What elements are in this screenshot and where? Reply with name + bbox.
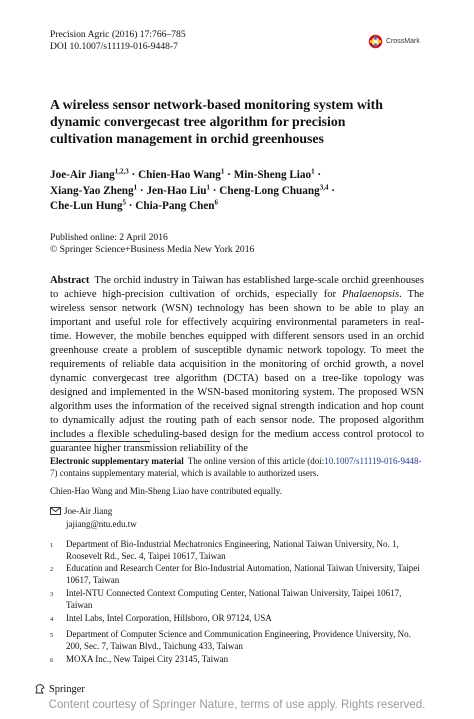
- author-name: Cheng-Long Chuang: [219, 184, 320, 197]
- affiliation-item: [50, 654, 424, 667]
- author-name: Xiang-Yao Zheng: [50, 184, 134, 197]
- author-affiliation-mark: 1: [133, 182, 138, 191]
- author-affiliation-mark: 1: [220, 167, 225, 176]
- affiliation-item: [50, 629, 424, 652]
- affiliation-item: [50, 588, 424, 611]
- crossmark-label: CrossMark: [386, 38, 420, 45]
- affiliation-number: 5: [50, 632, 54, 639]
- publication-info: [50, 232, 254, 256]
- copyright-line: © Springer Science+Business Media New York 2016: [50, 243, 255, 255]
- abstract-text-start: The orchid industry in Taiwan has established large-scale orchid greenhouses to achieve high-precision cultivation of orchids, especially for: [50, 275, 424, 300]
- journal-citation: Precision Agric (2016) 17:766–785: [50, 29, 186, 40]
- affiliation-item: [50, 613, 424, 626]
- affiliation-number: 6: [50, 657, 54, 664]
- springer-horse-icon: [34, 683, 46, 695]
- affiliation-text: MOXA Inc., New Taipei City 23145, Taiwan: [66, 654, 229, 664]
- author-name: Che-Lun Hung: [50, 200, 123, 213]
- author-name: Chia-Pang Chen: [135, 200, 215, 213]
- contribution-note: Chien-Hao Wang and Min-Sheng Liao have contributed equally.: [50, 486, 282, 496]
- abstract-italic-term: Phalaenopsis: [342, 289, 400, 300]
- author-affiliation-mark: 6: [214, 198, 219, 207]
- affiliation-number: 1: [50, 542, 54, 549]
- author-affiliation-mark: 1: [311, 167, 315, 176]
- author-affiliation-mark: 1: [206, 182, 210, 191]
- affiliation-item: [50, 539, 424, 562]
- journal-doi: DOI 10.1007/s11119-016-9448-7: [50, 40, 178, 52]
- esm-doi-link[interactable]: 10.1007/s11119-016-9448-7: [50, 456, 422, 478]
- author-affiliation-mark: 3,4: [319, 182, 329, 191]
- author-affiliation-mark: 1,2,3: [114, 167, 129, 176]
- affiliation-text: Intel Labs, Intel Corporation, Hillsboro, OR 97124, USA: [66, 613, 272, 623]
- author-affiliation-mark: 5: [122, 198, 126, 207]
- abstract-text-rest: . The wireless sensor network (WSN) technology has been shown to be able to play an important and useful role for effectively acquiring environmental parameters in real-time. However, the mobile benches equipped with different sensors used in an orchid greenhouse create a problem of susceptible dynamic network topology. To meet the requirements of reliable data acquisition in the monitoring of orchid growth, a novel dynamic convergecast tree algorithm (DCTA) based on a tree-like topology was designed and implemented in the WSN-based monitoring system. The proposed WSN algorithm uses the information of the received signal strength indication and hop count to dynamically adjust the routing path of each sensor node. The proposed algorithm includes a flexible scheduling-based design for the medium access control protocol to guarantee higher transmission reliability of the: [50, 289, 424, 454]
- affiliation-number: 3: [50, 591, 54, 598]
- affiliation-text: Department of Computer Science and Communication Engineering, Providence University, No. 200, Sec. 7, Taiwan Blvd., Taichung 433, Taiwan: [66, 629, 411, 651]
- journal-header: [50, 29, 186, 52]
- corresponding-author: Joe-Air Jiang: [64, 506, 113, 516]
- abstract-label: Abstract: [50, 275, 90, 286]
- esm-text-start: The online version of this article (doi:: [187, 456, 325, 466]
- affiliation-number: 2: [50, 566, 54, 573]
- affiliation-number: 4: [50, 616, 54, 623]
- affiliation-item: [50, 563, 424, 586]
- esm-label: Electronic supplementary material: [50, 456, 184, 466]
- footnote-rule: [50, 441, 150, 442]
- author-list: Joe-Air Jiang$^{1,2,3}$ · Chien-Hao Wang$^1$ · Min-Sheng Liao$^1$ · Xiang-Yao Zheng$^1$ · Jen-Hao Liu$^1$ · Cheng-Long Chuang$^{3,4}$ · Che-Lun Hung$^5$ · Chia-Pang Chen$^6$: [50, 167, 335, 213]
- corresponding-email[interactable]: jajiang@ntu.edu.tw: [66, 518, 137, 529]
- crossmark-badge[interactable]: [368, 34, 420, 49]
- affiliation-text: Department of Bio-Industrial Mechatronics Engineering, National Taiwan University, No. 1, Roosevelt Rd., Sec. 4, Taipei 10617, Taiwan: [66, 539, 399, 561]
- crossmark-icon: [368, 34, 383, 49]
- paper-title: A wireless sensor network-based monitoring system with dynamic convergecast tree algorithm for precision cultivation management in orchid greenhouses: [50, 97, 383, 146]
- abstract: [50, 274, 424, 456]
- springer-label: Springer: [49, 683, 85, 695]
- springer-logo: [34, 683, 85, 695]
- author-name: Jen-Hao Liu: [146, 184, 207, 197]
- supplementary-note: [50, 456, 424, 479]
- published-date: Published online: 2 April 2016: [50, 232, 168, 243]
- author-name: Min-Sheng Liao: [233, 169, 312, 181]
- esm-text-end: ) contains supplementary material, which is available to authorized users.: [54, 467, 319, 478]
- author-name: Joe-Air Jiang: [50, 169, 115, 181]
- affiliation-text: Intel-NTU Connected Context Computing Center, National Taiwan University, Taipei 10617, Taiwan: [66, 588, 402, 610]
- envelope-icon: [50, 507, 64, 519]
- courtesy-watermark: Content courtesy of Springer Nature, terms of use apply. Rights reserved.: [48, 698, 426, 711]
- author-name: Chien-Hao Wang: [138, 169, 221, 181]
- correspondence: [50, 506, 137, 530]
- affiliation-text: Education and Research Center for Bio-Industrial Automation, National Taiwan University, Taipei 10617, Taiwan: [66, 563, 420, 585]
